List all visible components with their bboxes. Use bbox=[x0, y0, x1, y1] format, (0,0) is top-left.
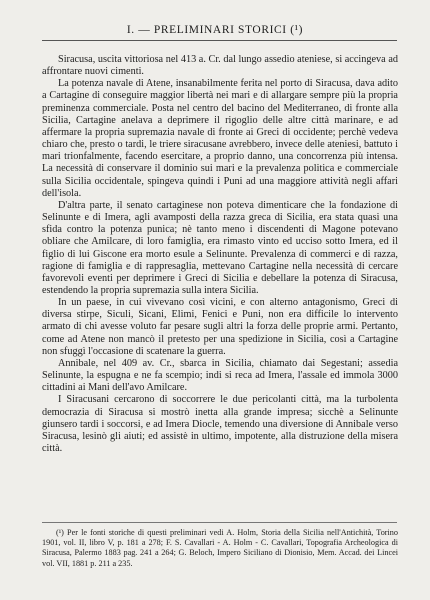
paragraph-4: In un paese, in cui vivevano così vicini, e con alterno antagonismo, Greci di diversa stirpe, Siculi, Sicani, Elimi, Fenici e Puni, non era difficile lo intervento armato di chi avesse voluto far pesare sugli altri la forza delle proprie armi. Pertanto, come ad Atene non mancò il pretesto per una spedizione in Sicilia, così a Cartagine non sfuggì l'occasione di scatenare la guerra. bbox=[42, 297, 398, 357]
paragraph-2: La potenza navale di Atene, insanabilmente ferita nel porto di Siracusa, dava adito a Cartagine di conseguire maggior libertà nei mari e di allargare sempre più la propria preminenza commerciale. Posta nel centro del bacino del Mediterraneo, di fronte alla Sicilia, Cartagine anelava a deprimere il rigoglio delle altre città marinare, e ad affermare la propria supremazia navale di fronte ai Greci di occidente; perchè vedeva chiaro che, presto o tardi, le triere siracusane avrebbero, invece delle ateniesi, battuto i mari trionfalmente, facendo esercitare, a proprio danno, una concorrenza più intensa. La necessità di conservare il dominio sui mari e la prevalenza politica e commerciale sulla Sicilia occidentale, spingeva quindi i Puni ad una maggiore attività negli affari dell'isola. bbox=[42, 78, 398, 199]
paragraph-6: I Siracusani cercarono di soccorrere le due pericolanti città, ma la turbolenta democrazia di Siracusa si mostrò inetta alla grande impresa; sicchè a Selinunte giunsero tardi i soccorsi, e ad Imera Diocle, temendo una diversione di Annibale verso Siracusa, lesinò gli aiuti; ed assistè in ultimo, impotente, alla distruzione della misera città. bbox=[42, 394, 398, 454]
paragraph-1: Siracusa, uscita vittoriosa nel 413 a. Cr. dal lungo assedio ateniese, si accingeva ad affrontare nuovi cimenti. bbox=[42, 54, 398, 78]
paragraph-3: D'altra parte, il senato cartaginese non poteva dimenticare che la fondazione di Selinunte e di Imera, agli avamposti della razza greca di Sicilia, era stata quasi una sfida contro la potenza punica; nè tanto meno i discendenti di Magone potevano obliare che Amilcare, di loro famiglia, era rimasto vinto ed ucciso sotto Imera, ed il figlio di lui Giscone era morto esule a Selinunte. Prevalenza di commerci e di razza, ragione di famiglia e di rappresaglia, mettevano Cartagine nella necessità di cercare favorevoli eventi per deprimere i Greci di Sicilia e debellare la potenza di Siracusa, estendendo la propria supremazia sulla intera Sicilia. bbox=[42, 199, 398, 296]
heading-rule bbox=[42, 40, 397, 41]
footnote-rule bbox=[42, 522, 397, 523]
body-text bbox=[42, 54, 398, 455]
paragraph-5: Annibale, nel 409 av. Cr., sbarca in Sicilia, chiamato dai Segestani; assedia Selinunte, la espugna e ne fa scempio; indi si reca ad Imera, l'assale ed immola 3000 cittadini ai Mani dell'avo Amilcare. bbox=[42, 357, 398, 394]
chapter-heading: I. — PRELIMINARI STORICI (¹) bbox=[126, 24, 304, 36]
footnote: (¹) Per le fonti storiche di questi preliminari vedi A. Holm, Storia della Sicilia nell'Antichità, Torino 1901, vol. II, libro V, p. 181 a 278; F. S. Cavallari - A. Holm - C. Cavallari, Topografia Archeologica di Siracusa, Palermo 1883 pag. 241 a 264; G. Beloch, Impero Siciliano di Dionisio, Mem. Accad. dei Lincei vol. VII, 1881 p. 211 a 235. bbox=[42, 528, 398, 568]
